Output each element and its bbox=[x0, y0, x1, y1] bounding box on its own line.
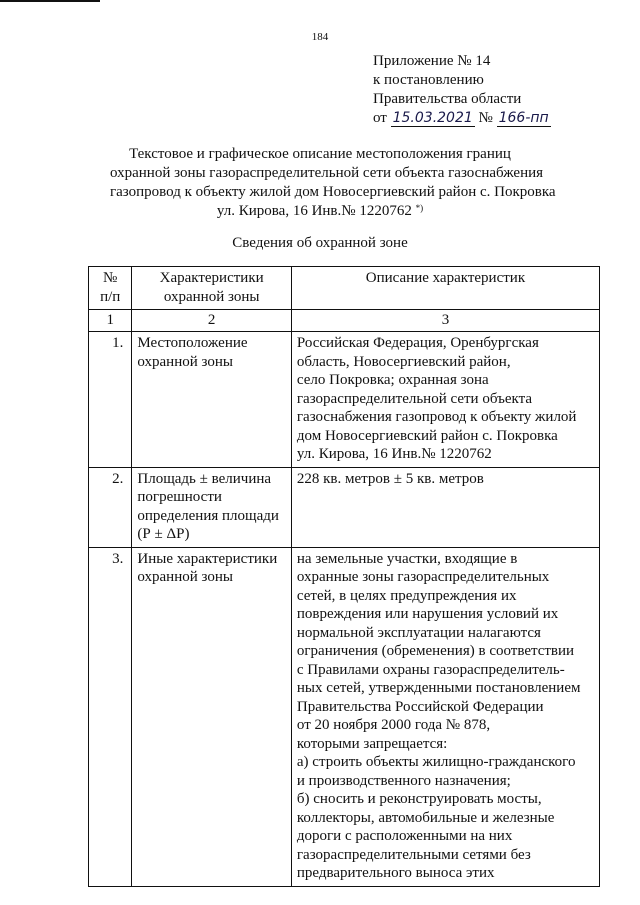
cell-line: дороги с расположенными на них bbox=[296, 828, 513, 844]
cell-line: Правительства Российской Федерации bbox=[296, 698, 544, 715]
handwritten-date: 15.03.2021 bbox=[392, 110, 473, 126]
page-number: 184 bbox=[311, 31, 329, 43]
top-edge-mark bbox=[0, 0, 100, 2]
row-characteristic bbox=[132, 332, 292, 468]
header-num bbox=[89, 267, 132, 310]
title-line-4 bbox=[110, 202, 530, 221]
cell-line: коллекторы, автомобильные и железные bbox=[296, 809, 555, 826]
row-number: 2. bbox=[89, 467, 132, 547]
row-description bbox=[291, 332, 599, 468]
cell-line: предварительного выноса этих bbox=[296, 865, 495, 881]
appendix-date-line bbox=[373, 109, 551, 128]
cell-line: погрешности bbox=[137, 489, 222, 505]
header-char-line: охранной зоны bbox=[163, 288, 260, 305]
cell-line: газораспределительными сетями без bbox=[296, 846, 531, 863]
cell-line: газораспределительной сети объекта bbox=[296, 390, 532, 407]
header-num-line: № bbox=[103, 270, 118, 286]
document-title bbox=[110, 145, 556, 221]
cell-line: Местоположение bbox=[137, 335, 248, 351]
row-description bbox=[291, 547, 599, 886]
cell-line: сетей, в целях предупреждения их bbox=[296, 587, 517, 604]
table-index-row bbox=[89, 310, 600, 332]
cell-line: на земельные участки, входящие в bbox=[296, 550, 518, 567]
cell-line: Иные характеристики bbox=[137, 550, 278, 567]
title-line-4-text: ул. Кирова, 16 Инв.№ 1220762 bbox=[216, 203, 412, 219]
row-number: 3. bbox=[89, 547, 132, 886]
table-row bbox=[89, 547, 600, 886]
header-characteristics bbox=[132, 267, 292, 310]
cell-line: нормальной эксплуатации налагаются bbox=[296, 624, 541, 641]
cell-line: и производственного назначения; bbox=[296, 772, 511, 789]
date-prefix: от bbox=[373, 110, 387, 126]
cell-line: которыми запрещается: bbox=[296, 735, 448, 752]
row-number: 1. bbox=[89, 332, 132, 468]
cell-line: Площадь ± величина bbox=[137, 470, 272, 487]
cell-line: а) строить объекты жилищно-гражданского bbox=[296, 754, 576, 770]
row-description bbox=[291, 467, 599, 547]
row-characteristic bbox=[132, 547, 292, 886]
table-header-row bbox=[89, 267, 600, 310]
header-char-line: Характеристики bbox=[159, 270, 264, 286]
index-cell: 3 bbox=[291, 310, 599, 332]
appendix-line-1: Приложение № 14 bbox=[373, 53, 491, 69]
header-description: Описание характеристик bbox=[291, 267, 599, 310]
title-line-1: Текстовое и графическое описание местоположения границ bbox=[129, 146, 511, 162]
cell-line: охранные зоны газораспределительных bbox=[296, 569, 550, 585]
row-characteristic bbox=[132, 467, 292, 547]
title-line-2: охранной зоны газораспределительной сети объекта газоснабжения bbox=[110, 165, 544, 181]
number-sign: № bbox=[478, 110, 493, 126]
header-num-line: п/п bbox=[100, 288, 121, 305]
table-row bbox=[89, 332, 600, 468]
cell-line: ограничения (обременения) в соответствии bbox=[296, 643, 575, 659]
table-row bbox=[89, 467, 600, 547]
index-cell: 1 bbox=[89, 310, 132, 332]
cell-line: от 20 ноября 2000 года № 878, bbox=[296, 717, 491, 733]
cell-line: ул. Кирова, 16 Инв.№ 1220762 bbox=[296, 446, 492, 462]
cell-line: б) сносить и реконструировать мосты, bbox=[296, 791, 542, 807]
appendix-block bbox=[373, 52, 551, 128]
cell-line: область, Новосергиевский район, bbox=[296, 353, 511, 370]
section-subtitle: Сведения об охранной зоне bbox=[232, 235, 408, 251]
cell-line: дом Новосергиевский район с. Покровка bbox=[296, 427, 558, 444]
cell-line: 228 кв. метров ± 5 кв. метров bbox=[296, 470, 484, 487]
cell-line: ных сетей, утвержденными постановлением bbox=[296, 680, 581, 696]
cell-line: село Покровка; охранная зона bbox=[296, 372, 489, 388]
appendix-line-3: Правительства области bbox=[373, 91, 522, 107]
handwritten-number: 166-пп bbox=[498, 110, 549, 126]
cell-line: (Р ± ΔР) bbox=[137, 526, 190, 542]
cell-line: охранной зоны bbox=[137, 353, 233, 370]
cell-line: охранной зоны bbox=[137, 569, 233, 585]
appendix-line-2: к постановлению bbox=[373, 72, 484, 88]
footnote-mark: *) bbox=[415, 203, 424, 213]
title-line-3: газопровод к объекту жилой дом Новосергиевский район с. Покровка bbox=[110, 184, 556, 200]
cell-line: повреждения или нарушения условий их bbox=[296, 606, 559, 622]
cell-line: с Правилами охраны газораспределитель- bbox=[296, 661, 565, 678]
cell-line: газоснабжения газопровод к объекту жилой bbox=[296, 409, 577, 425]
zone-info-table bbox=[88, 266, 600, 887]
cell-line: определения площади bbox=[137, 507, 279, 524]
index-cell: 2 bbox=[132, 310, 292, 332]
cell-line: Российская Федерация, Оренбургская bbox=[296, 335, 539, 351]
